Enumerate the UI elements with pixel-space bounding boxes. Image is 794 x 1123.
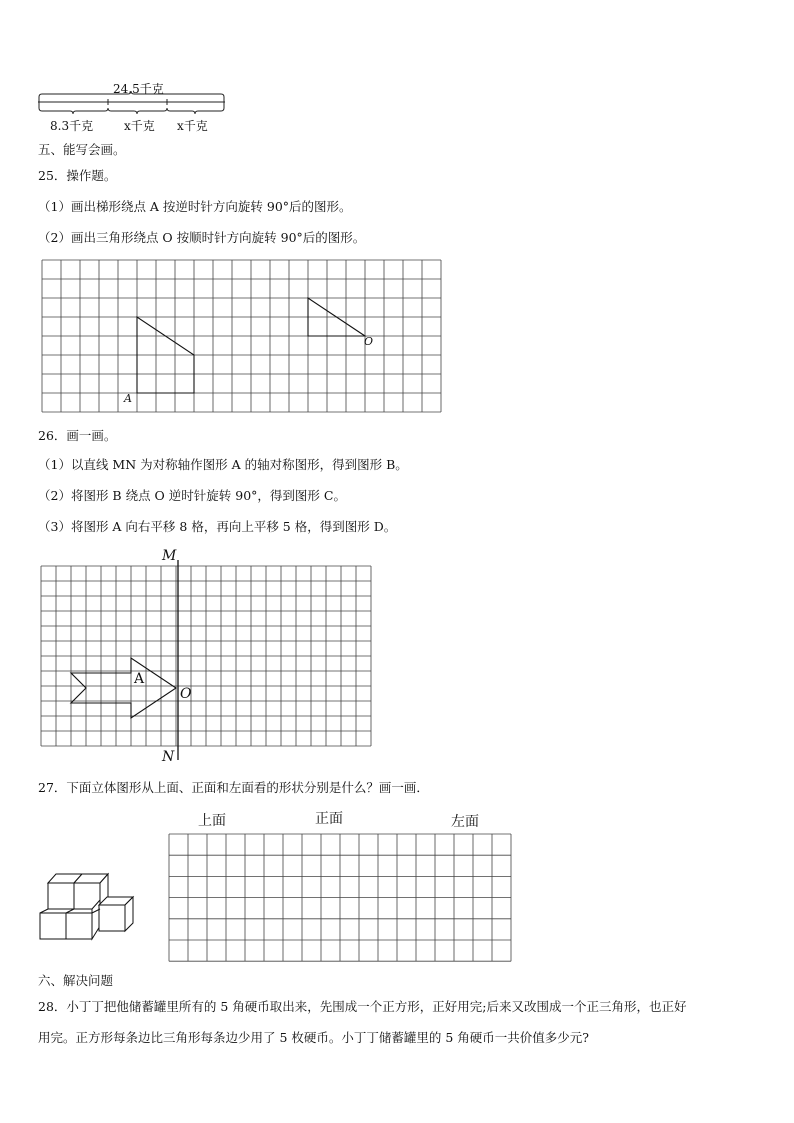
view-label-top: 上面 bbox=[198, 813, 226, 829]
q26-item1: （1）以直线 MN 为对称轴作图形 A 的轴对称图形，得到图形 B。 bbox=[38, 457, 408, 472]
view-label-front: 正面 bbox=[315, 811, 343, 827]
q25-item2: （2）画出三角形绕点 O 按顺时针方向旋转 90°后的图形。 bbox=[38, 230, 366, 245]
segment-diagram bbox=[38, 91, 225, 114]
section5-title: 五、能写会画。 bbox=[38, 142, 126, 157]
q26-item3: （3）将图形 A 向右平移 8 格，再向上平移 5 格，得到图形 D。 bbox=[38, 519, 397, 534]
q26-item2: （2）将图形 B 绕点 O 逆时针旋转 90°，得到图形 C。 bbox=[38, 488, 346, 503]
q25-grid bbox=[42, 260, 441, 412]
q25-title: 25．操作题。 bbox=[38, 168, 117, 183]
q26-point-o: O bbox=[180, 686, 192, 702]
q25-item1: （1）画出梯形绕点 A 按逆时针方向旋转 90°后的图形。 bbox=[38, 199, 352, 214]
q27-cube-figure bbox=[40, 874, 133, 939]
segment-part3-label: x千克 bbox=[177, 119, 208, 133]
segment-total-label: 24.5千克 bbox=[113, 82, 164, 96]
view-label-left: 左面 bbox=[451, 814, 479, 830]
q25-point-a: A bbox=[124, 392, 132, 405]
axis-label-n: N bbox=[162, 749, 175, 765]
q26-title: 26．画一画。 bbox=[38, 428, 117, 443]
q27-title: 27．下面立体图形从上面、正面和左面看的形状分别是什么？画一画． bbox=[38, 780, 429, 795]
section6-title: 六、解决问题 bbox=[38, 973, 114, 988]
segment-part1-label: 8.3千克 bbox=[50, 119, 94, 133]
q28-line1: 28．小丁丁把他储蓄罐里所有的 5 角硬币取出来，先围成一个正方形，正好用完;后来又改围成一个正三角形，也正好 bbox=[38, 999, 687, 1014]
q26-figure-a bbox=[71, 658, 176, 718]
segment-part2-label: x千克 bbox=[124, 119, 155, 133]
axis-label-m: M bbox=[162, 548, 177, 564]
q27-grid bbox=[169, 834, 511, 961]
q25-point-o: O bbox=[364, 335, 374, 348]
q28-line2: 用完。正方形每条边比三角形每条边少用了 5 枚硬币。小丁丁储蓄罐里的 5 角硬币一共价值多少元? bbox=[38, 1030, 590, 1045]
figure-a-label: A bbox=[134, 671, 145, 687]
q26-grid bbox=[41, 566, 371, 746]
